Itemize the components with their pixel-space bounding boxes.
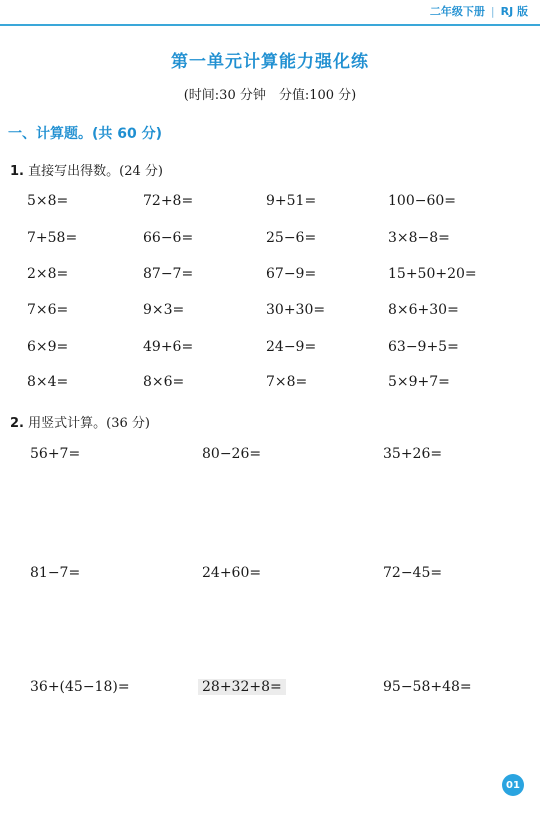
oral-problem: 24−9= bbox=[266, 339, 317, 355]
part2-title: 用竖式计算。(36 分) bbox=[28, 416, 150, 431]
oral-problem: 7×6= bbox=[27, 302, 69, 318]
part1-title: 直接写出得数。(24 分) bbox=[28, 164, 163, 179]
oral-problem: 7×8= bbox=[266, 374, 308, 390]
oral-problem: 63−9+5= bbox=[388, 339, 459, 355]
header-rule bbox=[0, 24, 540, 26]
oral-problem: 8×6= bbox=[143, 374, 185, 390]
page-number-badge: 01 bbox=[502, 774, 524, 796]
oral-problem: 100−60= bbox=[388, 193, 456, 209]
oral-problem: 87−7= bbox=[143, 266, 194, 282]
oral-problem: 30+30= bbox=[266, 302, 326, 318]
part2-number: 2. bbox=[10, 416, 24, 431]
oral-problem: 49+6= bbox=[143, 339, 194, 355]
part2-heading bbox=[10, 412, 150, 431]
vertical-problem: 72−45= bbox=[383, 565, 443, 581]
oral-problem: 66−6= bbox=[143, 230, 194, 246]
oral-problem: 5×8= bbox=[27, 193, 69, 209]
oral-problem: 9+51= bbox=[266, 193, 317, 209]
oral-problem: 67−9= bbox=[266, 266, 317, 282]
vertical-problem: 24+60= bbox=[202, 565, 262, 581]
vertical-problem: 80−26= bbox=[202, 446, 262, 462]
vertical-problem: 35+26= bbox=[383, 446, 443, 462]
part1-number: 1. bbox=[10, 164, 24, 179]
oral-problem: 8×6+30= bbox=[388, 302, 459, 318]
vertical-problem: 95−58+48= bbox=[383, 679, 472, 695]
section-heading: 一、计算题。(共 60 分) bbox=[8, 126, 163, 142]
header-label bbox=[430, 3, 528, 19]
vertical-problem: 81−7= bbox=[30, 565, 81, 581]
oral-problem: 9×3= bbox=[143, 302, 185, 318]
time-score-info: (时间:30 分钟 分值:100 分) bbox=[183, 88, 357, 103]
oral-problem: 6×9= bbox=[27, 339, 69, 355]
grade-label: 二年级下册 bbox=[429, 5, 485, 18]
oral-problem: 72+8= bbox=[143, 193, 194, 209]
oral-problem: 3×8−8= bbox=[388, 230, 450, 246]
oral-problem: 7+58= bbox=[27, 230, 78, 246]
edition-label: RJ 版 bbox=[500, 5, 528, 18]
oral-problem: 2×8= bbox=[27, 266, 69, 282]
oral-problem: 25−6= bbox=[266, 230, 317, 246]
oral-problem: 5×9+7= bbox=[388, 374, 450, 390]
vertical-problem: 56+7= bbox=[30, 446, 81, 462]
page-title: 第一单元计算能力强化练 bbox=[171, 52, 369, 72]
oral-problem: 8×4= bbox=[27, 374, 69, 390]
header-separator: | bbox=[490, 5, 495, 18]
vertical-problem: 28+32+8= bbox=[198, 679, 286, 695]
vertical-problem: 36+(45−18)= bbox=[30, 679, 130, 695]
oral-problem: 15+50+20= bbox=[388, 266, 477, 282]
part1-heading bbox=[10, 160, 163, 179]
